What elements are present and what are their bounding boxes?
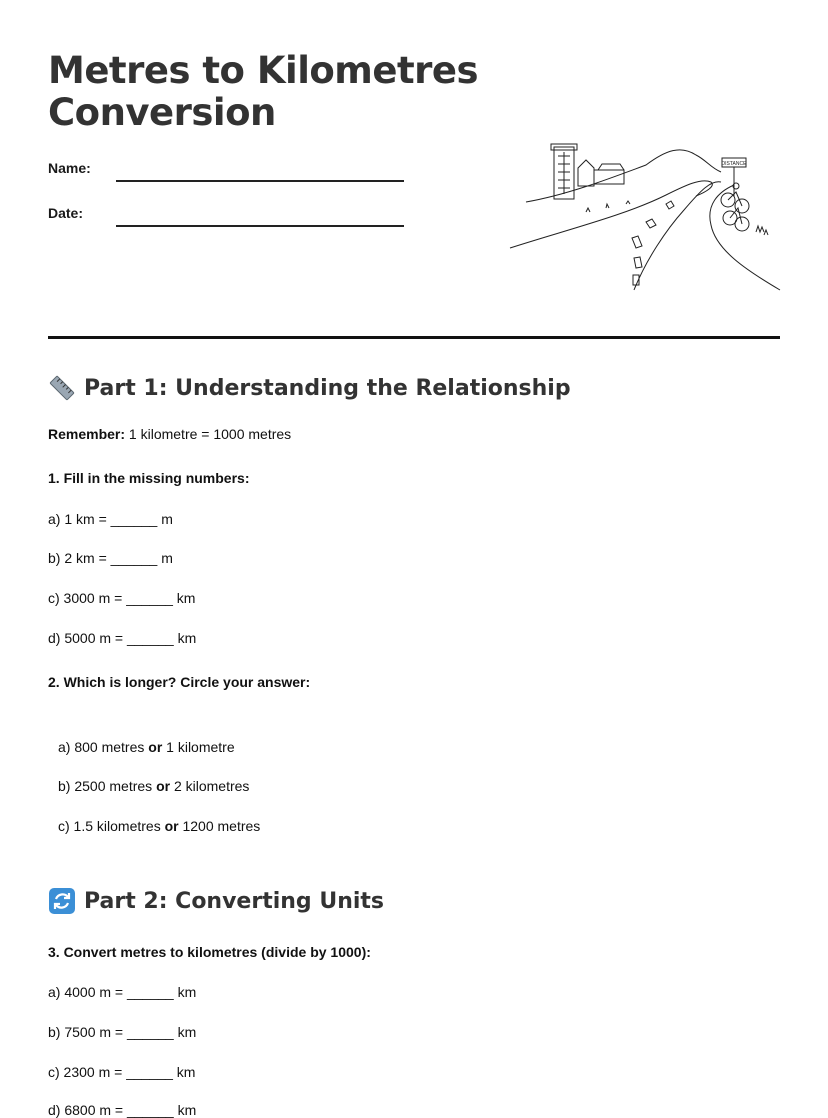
name-label: Name: [48, 160, 91, 176]
q3-title: 3. Convert metres to kilometres (divide by 1000): [48, 944, 371, 960]
q2-item-b [58, 778, 249, 794]
convert-arrows-icon [48, 887, 76, 915]
part2-heading [48, 887, 384, 915]
road-cyclist-illustration [506, 140, 786, 292]
date-field[interactable] [116, 225, 404, 227]
q1-item-a: a) 1 km = ______ m [48, 511, 173, 527]
q2-b-option1: b) 2500 metres [58, 778, 157, 794]
q3-item-c: c) 2300 m = ______ km [48, 1064, 196, 1080]
sign-text: DISTANCE [721, 161, 747, 167]
remember-text: 1 kilometre = 1000 metres [125, 426, 292, 442]
q2-a-option2: 1 kilometre [162, 739, 235, 755]
q2-b-or: or [156, 778, 171, 794]
q1-item-c: c) 3000 m = ______ km [48, 590, 196, 606]
q2-a-option1: a) 800 metres [58, 739, 149, 755]
q3-item-a: a) 4000 m = ______ km [48, 984, 197, 1000]
q1-item-b: b) 2 km = ______ m [48, 550, 173, 566]
q1-item-d: d) 5000 m = ______ km [48, 630, 197, 646]
remember-line [48, 426, 291, 442]
q2-c-option2: 1200 metres [178, 818, 261, 834]
q2-item-a [58, 739, 235, 755]
part1-heading [48, 374, 571, 402]
q2-c-or: or [164, 818, 179, 834]
remember-label: Remember: [48, 426, 126, 442]
ruler-icon [48, 374, 76, 402]
q2-title: 2. Which is longer? Circle your answer: [48, 674, 311, 690]
q2-a-or: or [148, 739, 163, 755]
title-line-2: Conversion [48, 91, 276, 134]
divider [48, 336, 780, 339]
q3-item-b: b) 7500 m = ______ km [48, 1024, 197, 1040]
date-label: Date: [48, 205, 84, 221]
page-title [48, 50, 488, 134]
q2-item-c [58, 818, 260, 834]
q2-c-option1: c) 1.5 kilometres [58, 818, 165, 834]
name-field[interactable] [116, 180, 404, 182]
q1-title: 1. Fill in the missing numbers: [48, 470, 250, 486]
q3-item-d: d) 6800 m = ______ km [48, 1102, 197, 1118]
title-line-1: Metres to Kilometres [48, 49, 478, 92]
part1-title: Part 1: Understanding the Relationship [84, 375, 571, 401]
part2-title: Part 2: Converting Units [84, 888, 385, 914]
q2-b-option2: 2 kilometres [170, 778, 250, 794]
